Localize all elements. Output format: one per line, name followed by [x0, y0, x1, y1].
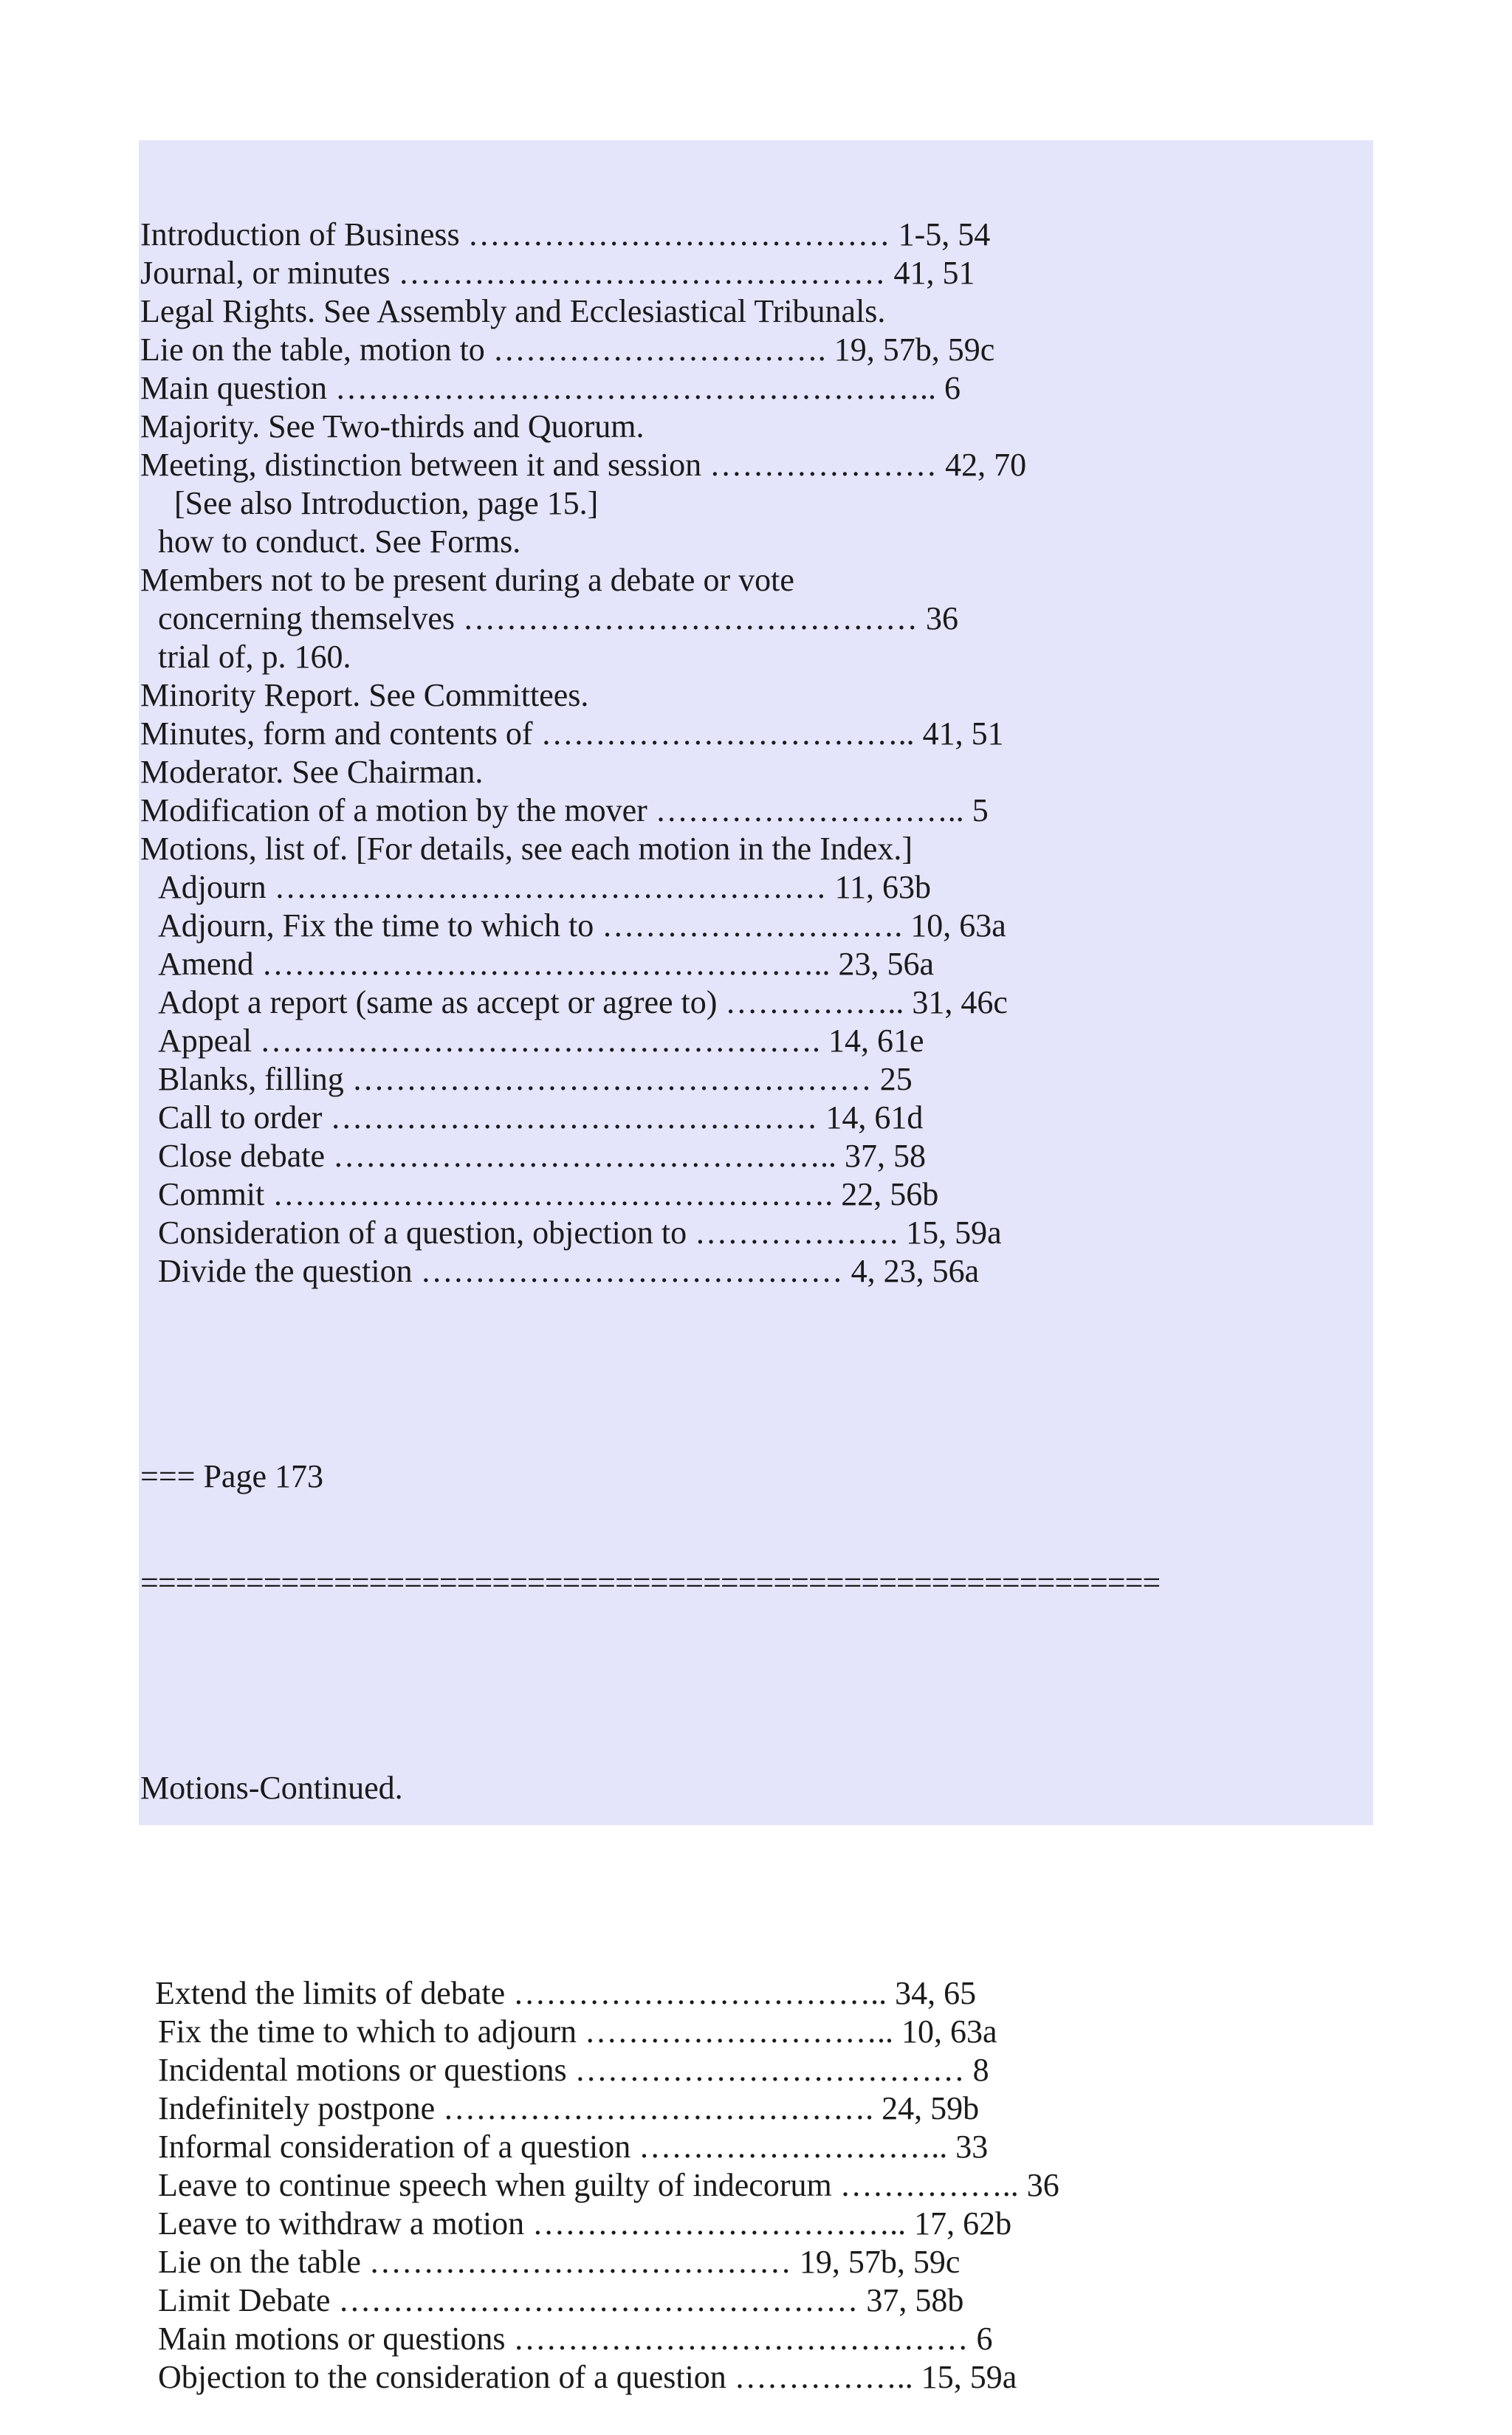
index-entry: concerning themselves …………………………………… 36 [158, 600, 958, 636]
index-entry: Moderator. See Chairman. [140, 754, 484, 790]
index-entry: [See also Introduction, page 15.] [174, 485, 599, 521]
index-entry: Adjourn, Fix the time to which to ………………………. 10, 63a [158, 907, 1006, 944]
index-entry: Leave to withdraw a motion …………………………….. 17, 62b [158, 2205, 1012, 2242]
index-entry: Indefinitely postpone …………………………………. 24, 59b [158, 2090, 980, 2126]
page-marker: === Page 173 [140, 1458, 323, 1494]
index-entry: Modification of a motion by the mover ……………………….. 5 [140, 792, 989, 828]
index-entry: Leave to continue speech when guilty of indecorum …………….. 36 [158, 2167, 1059, 2203]
index-entry: Main question ……………………………………………….. 6 [140, 370, 961, 406]
spacer [140, 1367, 1366, 1381]
index-section-2 [140, 1974, 1366, 2397]
index-entry: Lie on the table, motion to …………………………. 19, 57b, 59c [140, 332, 995, 368]
page-divider: ========================================================== [140, 1573, 1161, 1593]
index-entry: Minority Report. See Committees. [140, 677, 589, 713]
index-entry: Objection to the consideration of a question …………….. 15, 59a [158, 2359, 1017, 2395]
index-entry: Informal consideration of a question ……………………….. 33 [158, 2129, 989, 2165]
index-entry: Appeal ……………………………………………. 14, 61e [158, 1023, 924, 1059]
continued-heading: Motions-Continued. [140, 1770, 403, 1806]
index-entry: Main motions or questions …………………………………… 6 [158, 2321, 993, 2357]
index-entry: Adjourn …………………………………………… 11, 63b [158, 869, 932, 905]
index-section-1 [140, 216, 1366, 1291]
index-entry: Consideration of a question, objection to ………………. 15, 59a [158, 1215, 1002, 1251]
spacer [140, 1884, 1366, 1897]
index-entry: Minutes, form and contents of …………………………….. 41, 51 [140, 715, 1004, 752]
index-entry: Limit Debate ………………………………………… 37, 58b [158, 2282, 964, 2318]
index-entry: Adopt a report (same as accept or agree to) …………….. 31, 46c [158, 984, 1008, 1020]
index-entry: Legal Rights. See Assembly and Ecclesiastical Tribunals. [140, 293, 886, 329]
index-entry: Journal, or minutes ……………………………………… 41, 51 [140, 255, 975, 291]
index-entry: trial of, p. 160. [158, 639, 351, 675]
index-entry: how to conduct. See Forms. [158, 523, 521, 560]
index-entry: Call to order ……………………………………… 14, 61d [158, 1099, 924, 1136]
index-entry: Fix the time to which to adjourn ……………………….. 10, 63a [158, 2013, 997, 2050]
index-entry: Motions, list of. [For details, see each motion in the Index.] [140, 831, 913, 867]
index-entry: Commit ……………………………………………. 22, 56b [158, 1176, 939, 1212]
index-entry: Close debate ……………………………………….. 37, 58 [158, 1138, 927, 1174]
index-entry: Blanks, filling ………………………………………… 25 [158, 1061, 913, 1097]
index-entry: Introduction of Business ………………………………… 1-5, 54 [140, 216, 991, 253]
index-entry: Extend the limits of debate …………………………….. 34, 65 [155, 1975, 977, 2011]
index-entry: Meeting, distinction between it and session ………………… 42, 70 [140, 447, 1027, 483]
index-entry: Majority. See Two-thirds and Quorum. [140, 408, 645, 444]
index-entry: Divide the question ………………………………… 4, 23, 56a [158, 1253, 980, 1289]
index-content [140, 139, 1366, 2435]
index-entry: Amend …………………………………………….. 23, 56a [158, 946, 935, 982]
index-entry: Lie on the table ………………………………… 19, 57b, 59c [158, 2244, 961, 2280]
index-entry: Members not to be present during a debate or vote [140, 562, 794, 598]
index-entry: Incidental motions or questions ……………………………… 8 [158, 2052, 989, 2088]
spacer [140, 1670, 1366, 1692]
